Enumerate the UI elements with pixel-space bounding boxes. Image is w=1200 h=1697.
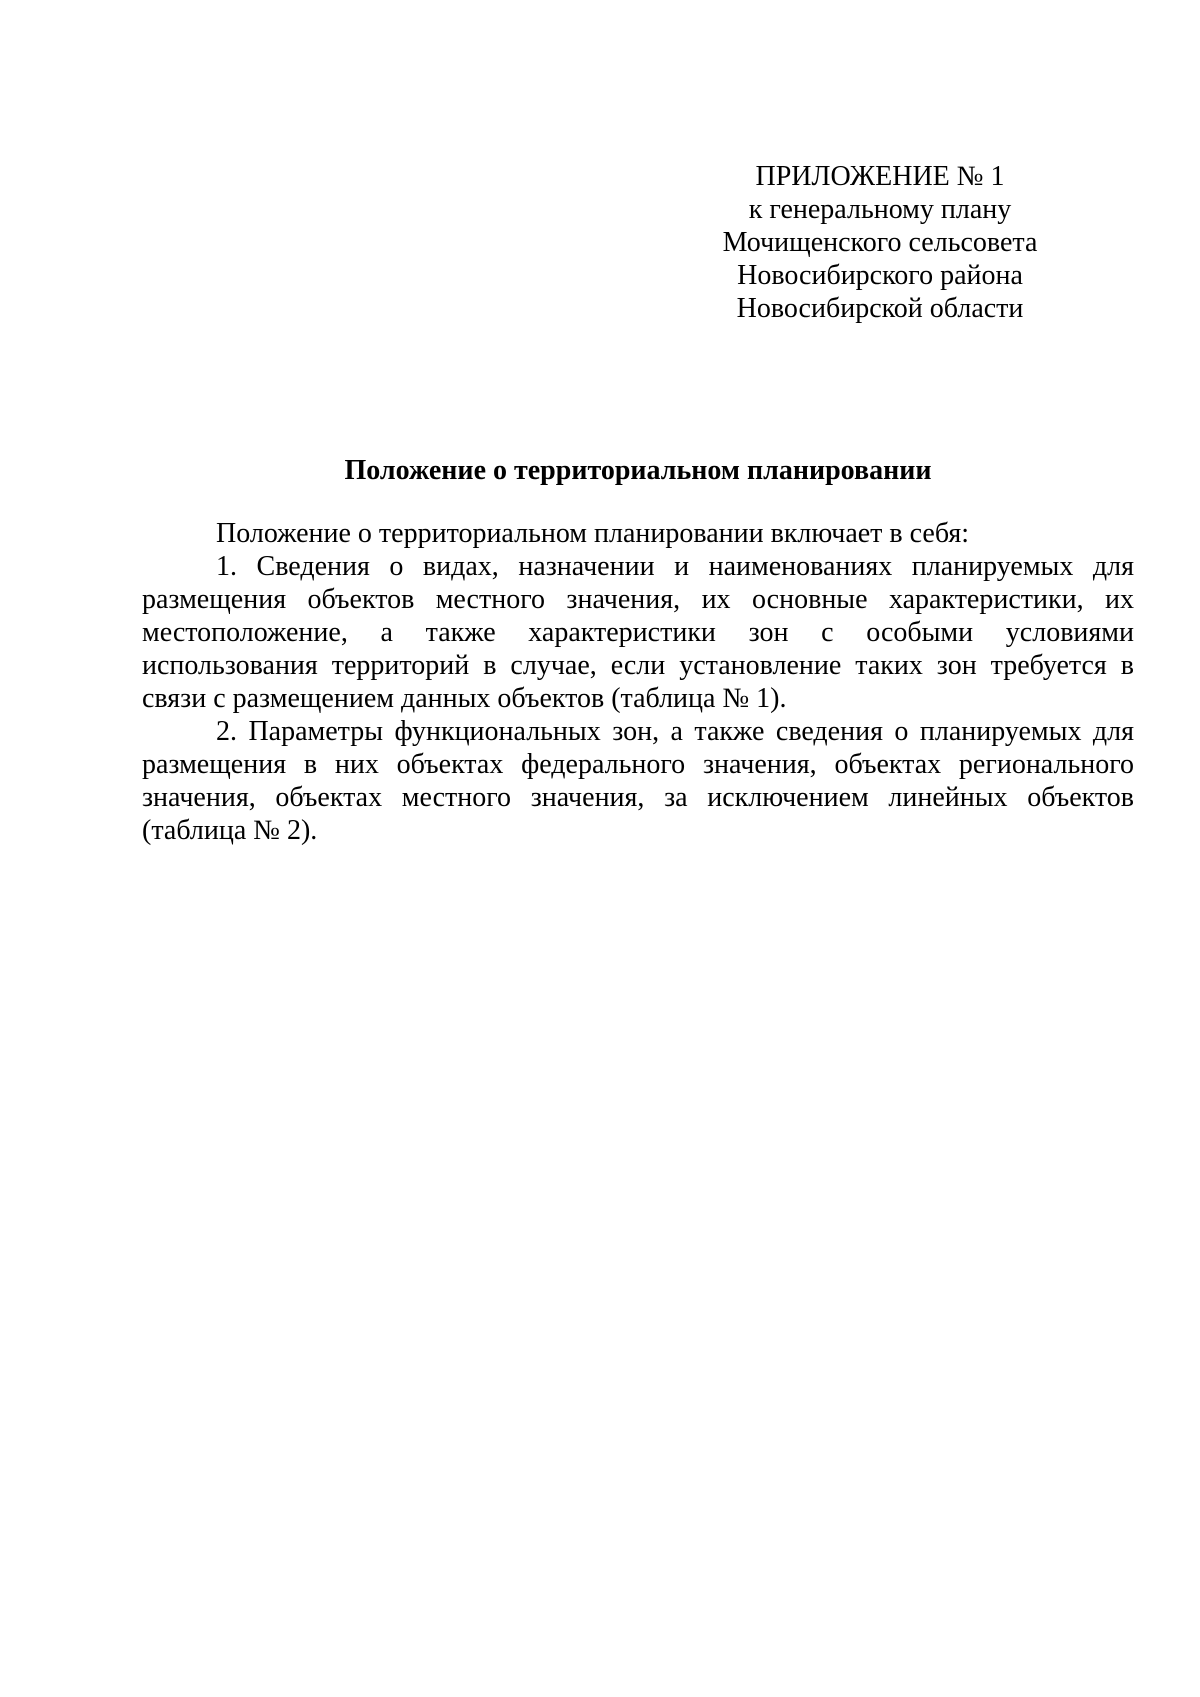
intro-paragraph: Положение о территориальном планировании включает в себя: bbox=[216, 518, 970, 549]
list-item-2: 2. Параметры функциональных зон, а также сведения о планируемых для размещения в них объектах федерального значения, объектах регионального значения, объектах местного значения, за исключением линейных объектов (таблица № 2). bbox=[142, 716, 1134, 846]
annex-council: Мочищенского сельсовета bbox=[722, 227, 1038, 258]
annex-reference: к генеральному плану bbox=[748, 194, 1012, 225]
annex-region: Новосибирской области bbox=[736, 293, 1024, 324]
document-title: Положение о территориальном планировании bbox=[344, 455, 932, 486]
annex-number: ПРИЛОЖЕНИЕ № 1 bbox=[755, 161, 1005, 192]
annex-district: Новосибирского района bbox=[737, 260, 1023, 291]
annex-header bbox=[690, 160, 1070, 325]
document-body bbox=[142, 517, 1134, 847]
list-item-1: 1. Сведения о видах, назначении и наименованиях планируемых для размещения объектов местного значения, их основные характеристики, их местоположение, а также характеристики зон с особыми условиями использования территорий в случае, если установление таких зон требуется в связи с размещением данных объектов (таблица № 1). bbox=[142, 551, 1134, 714]
